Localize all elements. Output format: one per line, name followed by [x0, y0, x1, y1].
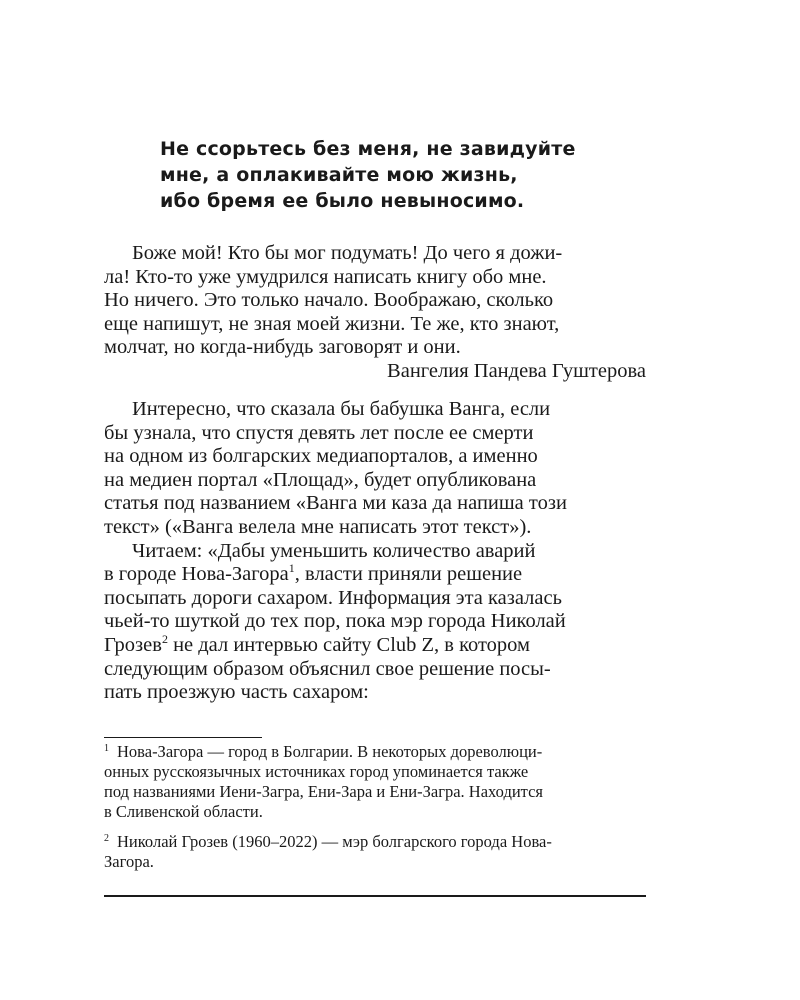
footnote-line: под названиями Иени-Загра, Ени-Зара и Ени-Загра. Находится	[104, 782, 543, 801]
footnote-line: в Сливенской области.	[104, 802, 263, 821]
paragraph-text: Грозев	[104, 633, 162, 656]
paragraph-line: чьей-то шуткой до тех пор, пока мэр города Николай	[104, 610, 566, 633]
opening-quote	[104, 242, 646, 383]
quote-line: ла! Кто-то уже умудрился написать книгу обо мне.	[104, 265, 547, 288]
epigraph-line: Не ссорьтесь без меня, не завидуйте	[160, 138, 576, 160]
body-text	[104, 398, 646, 705]
footnote-mark: 2	[104, 832, 109, 844]
epigraph	[160, 136, 640, 214]
paragraph-line: текст» («Ванга велела мне написать этот текст»).	[104, 515, 532, 538]
paragraph-line: на медиен портал «Площад», будет опубликована	[104, 468, 537, 491]
footnote-text: Нова-Загора — город в Болгарии. В некоторых дореволюци-	[117, 742, 543, 761]
quote-line: еще напишут, не зная моей жизни. Те же, кто знают,	[104, 312, 560, 335]
quote-attribution: Вангелия Пандева Гуштерова	[387, 359, 646, 382]
footnote-2	[104, 832, 646, 872]
paragraph-text: в городе Нова-Загора	[104, 563, 289, 586]
footnote-1	[104, 742, 646, 822]
paragraph-line: на одном из болгарских медиапорталов, а именно	[104, 445, 538, 468]
paragraph-line: Читаем: «Дабы уменьшить количество аварий	[132, 539, 536, 562]
paragraph-line: пать проезжую часть сахаром:	[104, 681, 369, 704]
paragraph-line: статья под названием «Ванга ми каза да напиша този	[104, 492, 567, 515]
paragraph-line	[104, 563, 646, 587]
footnote-line: Загора.	[104, 852, 154, 871]
paragraph-text: , власти приняли решение	[294, 563, 523, 586]
footnote-text: Николай Грозев (1960–2022) — мэр болгарского города Нова-	[117, 832, 552, 851]
quote-line: Боже мой! Кто бы мог подумать! До чего я дожи-	[132, 242, 563, 264]
footnote-ref-2[interactable]: 2	[161, 632, 168, 647]
paragraph-text: не дал интервью сайту Club Z, в котором	[167, 633, 531, 656]
quote-line: Но ничего. Это только начало. Воображаю, сколько	[104, 289, 554, 311]
paragraph-line	[104, 634, 646, 658]
footnote-line	[104, 742, 646, 762]
footnote-line: онных русскоязычных источниках город упоминается также	[104, 762, 529, 781]
paragraph-line: посыпать дороги сахаром. Информация эта казалась	[104, 586, 562, 609]
epigraph-line: ибо бремя ее было невыносимо.	[160, 190, 525, 212]
paragraph-line: Интересно, что сказала бы бабушка Ванга, если	[132, 398, 551, 420]
paragraph-line: следующим образом объяснил свое решение посы-	[104, 657, 551, 680]
footnote-mark: 1	[104, 742, 109, 754]
footnote-ref-1[interactable]: 1	[288, 561, 295, 576]
quote-line: молчат, но когда-нибудь заговорят и они.	[104, 336, 461, 358]
page-bottom-rule	[104, 895, 646, 897]
footnote-line	[104, 832, 646, 852]
paragraph-line: бы узнала, что спустя девять лет после ее смерти	[104, 421, 534, 444]
footnotes	[104, 742, 646, 882]
epigraph-line: мне, а оплакивайте мою жизнь,	[160, 164, 518, 186]
footnote-divider	[104, 737, 262, 738]
